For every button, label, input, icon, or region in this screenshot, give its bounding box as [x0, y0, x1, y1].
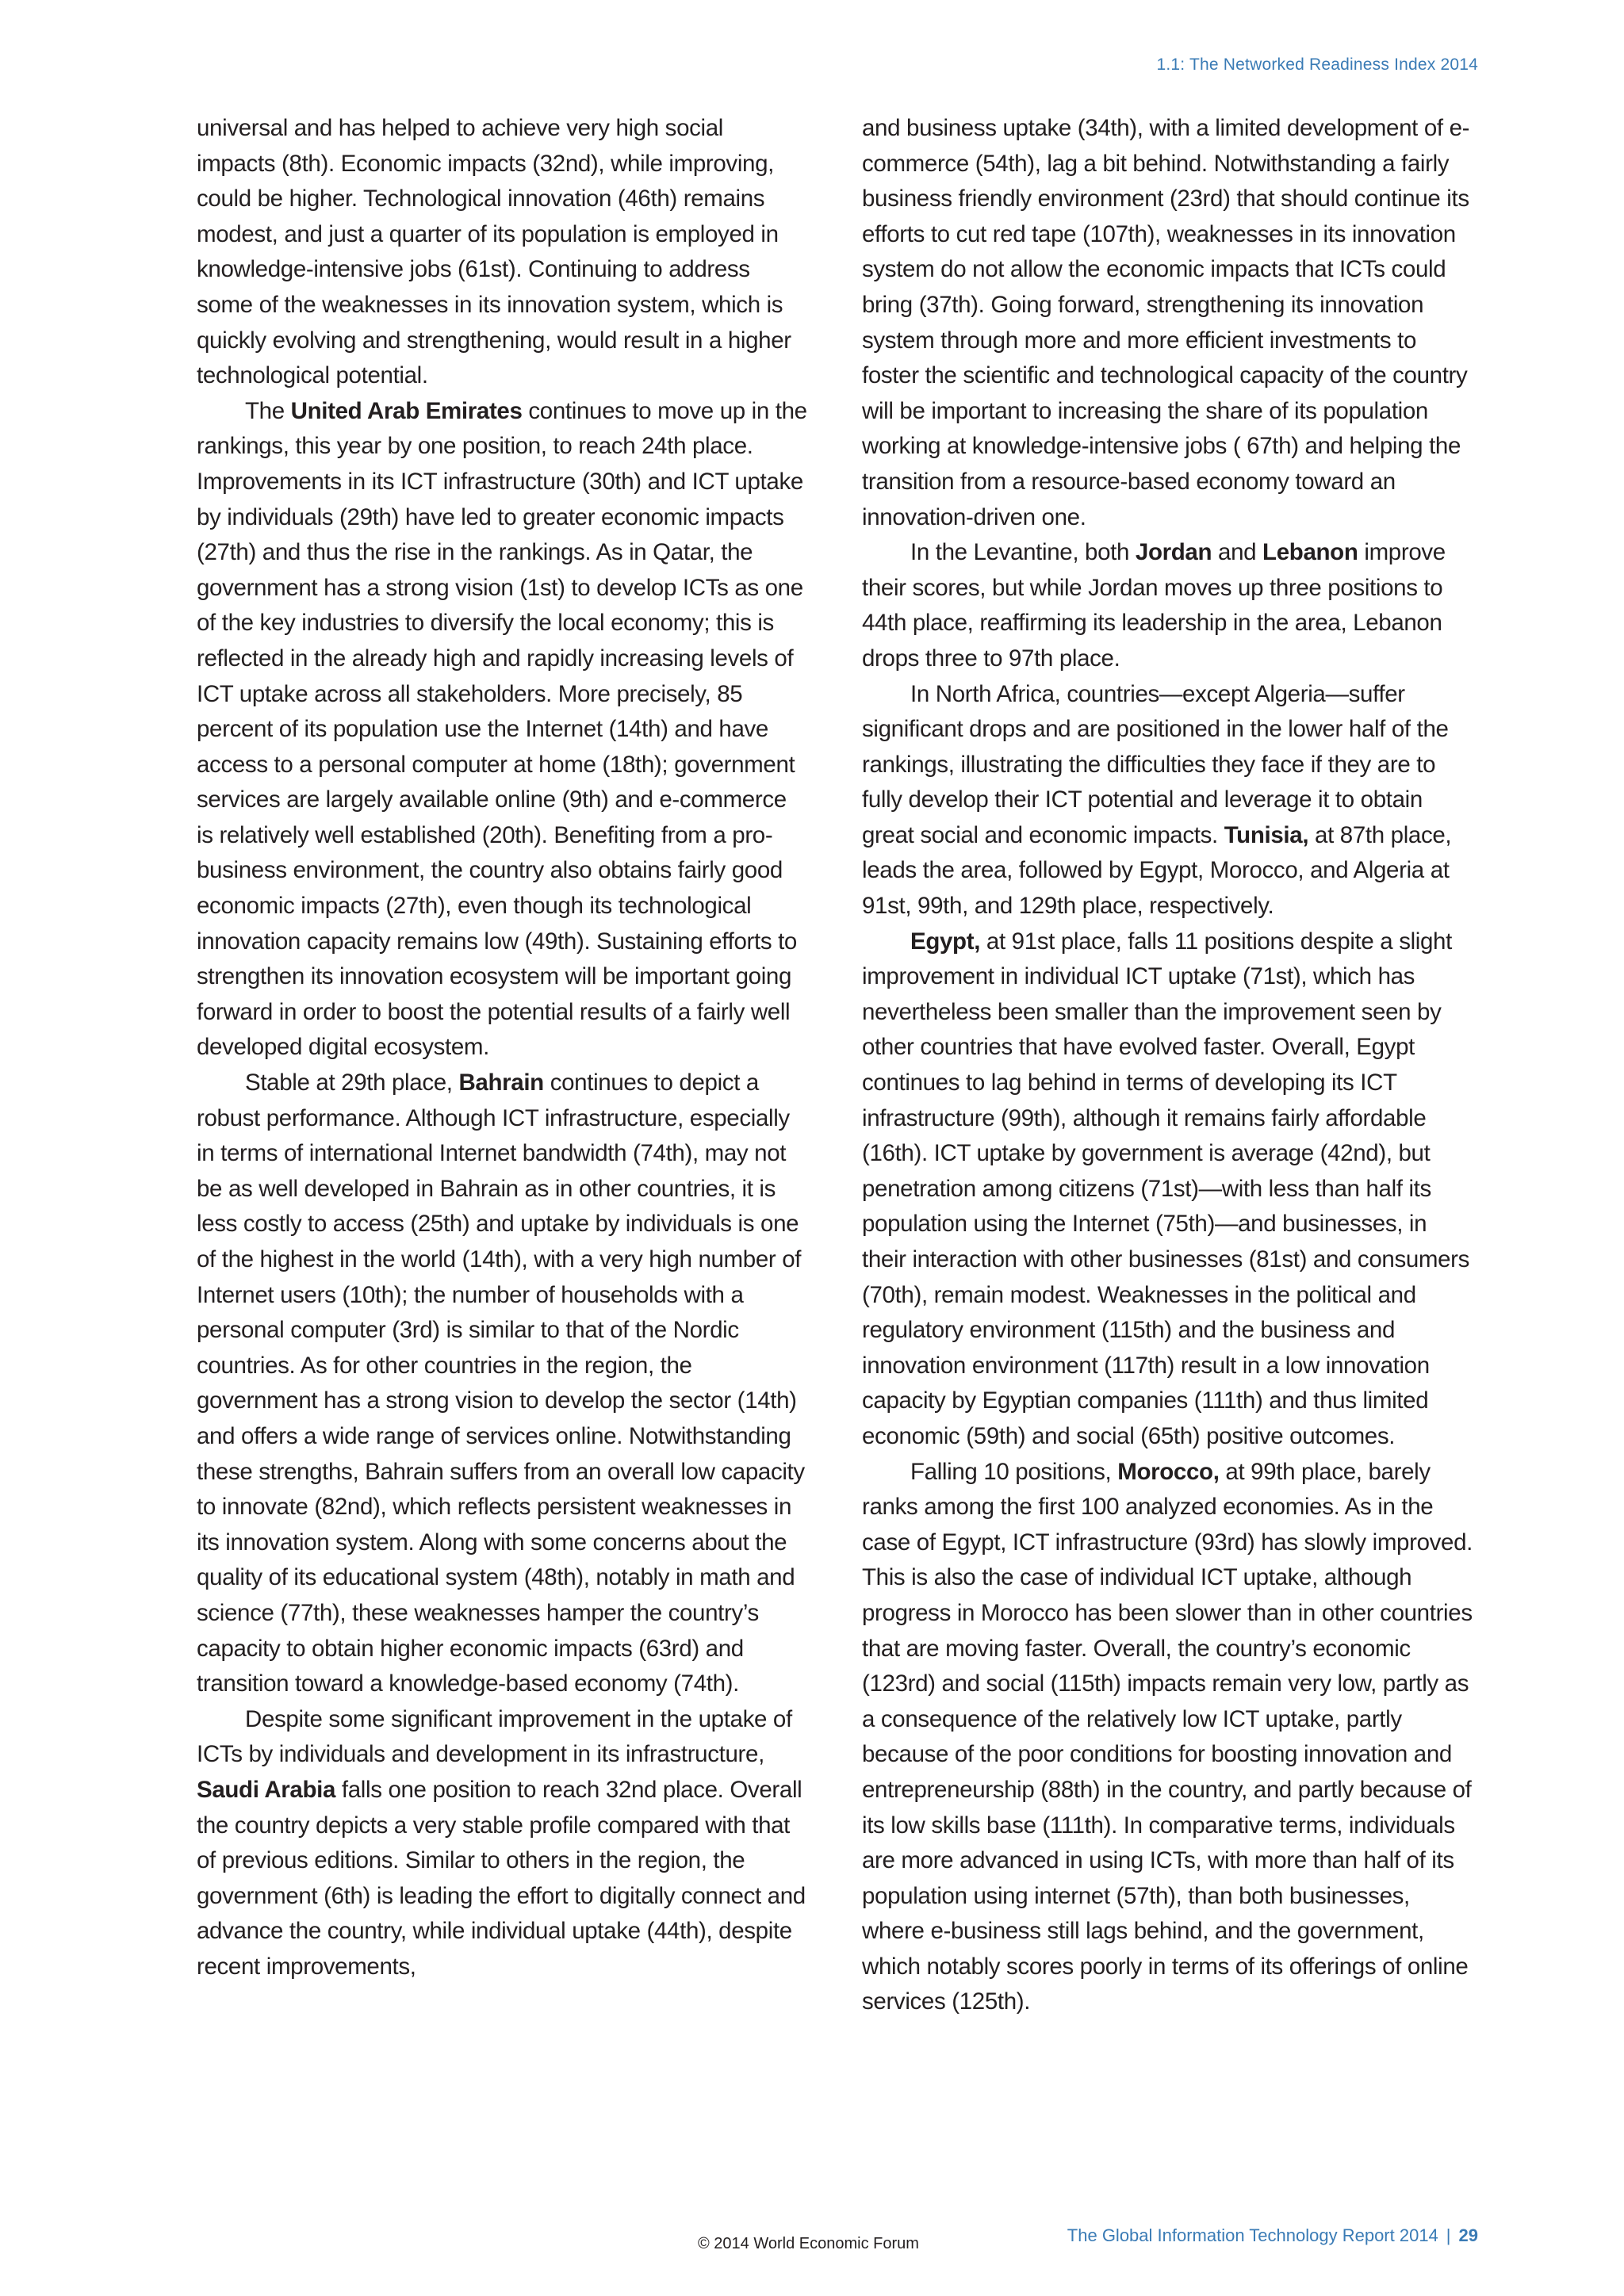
country-name-saudi-arabia: Saudi Arabia — [197, 1776, 336, 1803]
footer-report-line — [1067, 2225, 1478, 2246]
report-title: The Global Information Technology Report 2014 — [1067, 2225, 1438, 2245]
paragraph-morocco: Falling 10 positions, Morocco, at 99th place, barely ranks among the first 100 analyzed economies. As in the case of Egypt, ICT infrastructure (93rd) has slowly improved. This is also the case of individual ICT uptake, although progress in Morocco has been slower than in other countries that are moving faster. Overall, the country’s economic (123rd) and social (115th) impacts remain very low, partly as a consequence of the relatively low ICT uptake, partly because of the poor conditions for boosting innovation and entrepreneurship (88th) in the country, and partly because of its low skills base (111th). In comparative terms, individuals are more advanced in using ICTs, with more than half of its population using internet (57th), than both businesses, where e-business still lags behind, and the government, which notably scores poorly in terms of its offerings of online services (125th). — [862, 1458, 1473, 2015]
paragraph-saudi-arabia: Despite some significant improvement in the uptake of ICTs by individuals and development in its infrastructure, Saudi Arabia falls one position to reach 32nd place. Overall the country depicts a very stable profile compared with that of previous editions. Similar to others in the region, the government (6th) is leading the effort to digitally connect and advance the country, while individual uptake (44th), despite recent improvements, — [197, 1705, 806, 1980]
left-column — [197, 111, 807, 1984]
country-name-bahrain: Bahrain — [458, 1070, 544, 1096]
running-head: 1.1: The Networked Readiness Index 2014 — [1156, 55, 1478, 74]
paragraph-saudi-continued: and business uptake (34th), with a limited development of e-commerce (54th), lag a bit behind. Notwithstanding a fairly business friendly environment (23rd) that should continue its efforts to cut red tape (107th), weaknesses in its innovation system do not allow the economic impacts that ICTs could bring (37th). Going forward, strengthening its innovation system through more and more efficient investments to foster the scientific and technological capacity of the country will be important to increasing the share of its population working at knowledge-intensive jobs ( 67th) and helping the transition from a resource-based economy toward an innovation-driven one. — [862, 115, 1470, 530]
country-name-uae: United Arab Emirates — [290, 397, 523, 424]
country-name-lebanon: Lebanon — [1262, 539, 1358, 566]
paragraph-bahrain: Stable at 29th place, Bahrain continues to depict a robust performance. Although ICT infrastructure, especially in terms of international Internet bandwidth (74th), may not be as well developed in Bahrain as in other countries, it is less costly to access (25th) and uptake by individuals is one of the highest in the world (14th), with a very high number of Internet users (10th); the number of households with a personal computer (3rd) is similar to that of the Nordic countries. As for other countries in the region, the government has a strong vision to develop the sector (14th) and offers a wide range of services online. Notwithstanding these strengths, Bahrain suffers from an overall low capacity to innovate (82nd), which reflects persistent weaknesses in its innovation system. Along with some concerns about the quality of its educational system (48th), notably in math and science (77th), these weaknesses hamper the country’s capacity to obtain higher economic impacts (63rd) and transition toward a knowledge-based economy (74th). — [197, 1070, 805, 1697]
right-column — [862, 111, 1473, 2020]
paragraph-levantine: In the Levantine, both Jordan and Lebanon improve their scores, but while Jordan moves up three positions to 44th place, reaffirming its leadership in the area, Lebanon drops three to 97th place. — [862, 539, 1446, 672]
page-number: 29 — [1458, 2225, 1478, 2245]
country-name-egypt: Egypt, — [910, 928, 981, 955]
country-name-tunisia: Tunisia, — [1224, 821, 1309, 848]
country-name-jordan: Jordan — [1135, 539, 1212, 566]
paragraph-intro-continued: universal and has helped to achieve very high social impacts (8th). Economic impacts (32nd), while improving, could be higher. Technological innovation (46th) remains modest, and just a quarter of its population is employed in knowledge-intensive jobs (61st). Continuing to address some of the weaknesses in its innovation system, which is quickly evolving and strengthening, would result in a higher technological potential. — [197, 115, 791, 389]
paragraph-egypt: Egypt, at 91st place, falls 11 positions despite a slight improvement in individual ICT uptake (71st), which has nevertheless been smaller than the improvement seen by other countries that have evolved faster. Overall, Egypt continues to lag behind in terms of developing its ICT infrastructure (99th), although it remains fairly affordable (16th). ICT uptake by government is average (42nd), but penetration among citizens (71st)—with less than half its population using the Internet (75th)—and businesses, in their interaction with other businesses (81st) and consumers (70th), remain modest. Weaknesses in the political and regulatory environment (115th) and the business and innovation environment (117th) result in a low innovation capacity by Egyptian companies (111th) and thus limited economic (59th) and social (65th) positive outcomes. — [862, 928, 1470, 1449]
country-name-morocco: Morocco, — [1117, 1458, 1220, 1485]
paragraph-uae: The United Arab Emirates continues to move up in the rankings, this year by one position, to reach 24th place. Improvements in its ICT infrastructure (30th) and ICT uptake by individuals (29th) have led to greater economic impacts (27th) and thus the rise in the rankings. As in Qatar, the government has a strong vision (1st) to develop ICTs as one of the key industries to diversify the local economy; this is reflected in the already high and rapidly increasing levels of ICT uptake across all stakeholders. More precisely, 85 percent of its population use the Internet (14th) and have access to a personal computer at home (18th); government services are largely available online (9th) and e-commerce is relatively well established (20th). Benefiting from a pro-business environment, the country also obtains fairly good economic impacts (27th), even though its technological innovation capacity remains low (49th). Sustaining efforts to strengthen its innovation ecosystem will be important going forward in order to boost the potential results of a fairly well developed digital ecosystem. — [197, 397, 807, 1061]
footer-separator: | — [1446, 2225, 1451, 2245]
copyright-notice: © 2014 World Economic Forum — [698, 2235, 919, 2252]
paragraph-north-africa: In North Africa, countries—except Algeria—suffer significant drops and are positioned in the lower half of the rankings, illustrating the difficulties they face if they are to fully develop their ICT potential and leverage it to obtain great social and economic impacts. Tunisia, at 87th place, leads the area, followed by Egypt, Morocco, and Algeria at 91st, 99th, and 129th place, respectively. — [862, 680, 1452, 920]
